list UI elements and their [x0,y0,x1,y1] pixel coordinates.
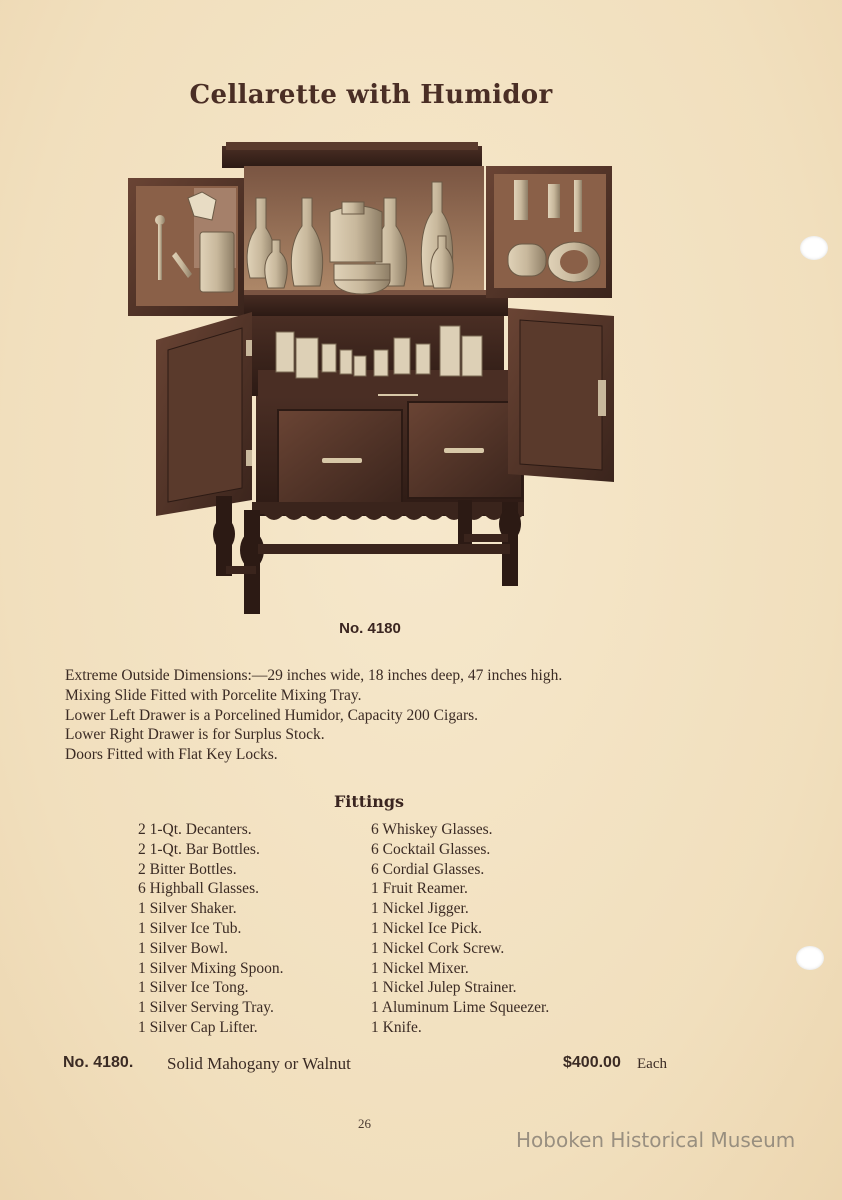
fitting-item: 6 Highball Glasses. [138,880,259,898]
page-number: 26 [358,1116,371,1131]
fitting-item: 1 Silver Cap Lifter. [138,1018,258,1036]
fitting-item: 6 Cordial Glasses. [371,860,485,878]
fitting-item: 1 Knife. [371,1018,422,1036]
fitting-item: 1 Silver Ice Tub. [138,919,242,937]
page-title: Cellarette with Humidor [189,80,553,110]
fitting-item: 1 Silver Mixing Spoon. [138,959,284,977]
spec-line: Lower Left Drawer is a Porcelined Humidor, Capacity 200 Cigars. [65,706,479,724]
fitting-item: 1 Nickel Ice Pick. [371,919,483,937]
fitting-item: 1 Nickel Cork Screw. [371,939,505,957]
spec-line: Mixing Slide Fitted with Porcelite Mixing Tray. [65,686,362,704]
fitting-item: 2 1-Qt. Bar Bottles. [138,840,260,858]
fitting-item: 2 1-Qt. Decanters. [138,821,252,838]
fitting-item: 1 Silver Ice Tong. [138,979,249,997]
fitting-item: 1 Nickel Jigger. [371,900,469,918]
fitting-item: 6 Cocktail Glasses. [371,840,491,858]
fittings-list-right [371,820,549,1038]
cabinet-illustration [126,140,620,622]
fitting-item: 1 Aluminum Lime Squeezer. [371,999,550,1017]
lower-left-door [156,312,252,516]
specifications [65,666,745,765]
upper-right-door [486,166,612,298]
fitting-item: 1 Silver Shaker. [138,900,237,918]
fittings-heading: Fittings [333,792,405,811]
upper-left-door [128,178,244,316]
fitting-item: 1 Fruit Reamer. [371,880,468,898]
spec-line: Doors Fitted with Flat Key Locks. [65,746,278,764]
lower-right-door [508,308,614,482]
punch-hole [800,236,828,260]
watermark: Hoboken Historical Museum [516,1128,796,1152]
fittings-list-left [138,820,284,1038]
model-number: No. 4180 [339,620,401,637]
punch-hole [796,946,824,970]
fitting-item: 6 Whiskey Glasses. [371,821,493,838]
order-number: No. 4180. [63,1054,134,1071]
order-unit: Each [637,1056,667,1072]
spec-line: Lower Right Drawer is for Surplus Stock. [65,726,325,744]
fitting-item: 1 Nickel Julep Strainer. [371,979,517,997]
fitting-item: 1 Nickel Mixer. [371,959,469,977]
order-line [63,1054,683,1080]
order-description: Solid Mahogany or Walnut [167,1054,351,1073]
spec-line: Extreme Outside Dimensions:—29 inches wide, 18 inches deep, 47 inches high. [65,667,563,684]
order-price: $400.00 [563,1054,621,1071]
fitting-item: 1 Silver Serving Tray. [138,999,274,1017]
fitting-item: 1 Silver Bowl. [138,939,228,957]
lower-body [252,396,524,520]
fitting-item: 2 Bitter Bottles. [138,860,237,878]
